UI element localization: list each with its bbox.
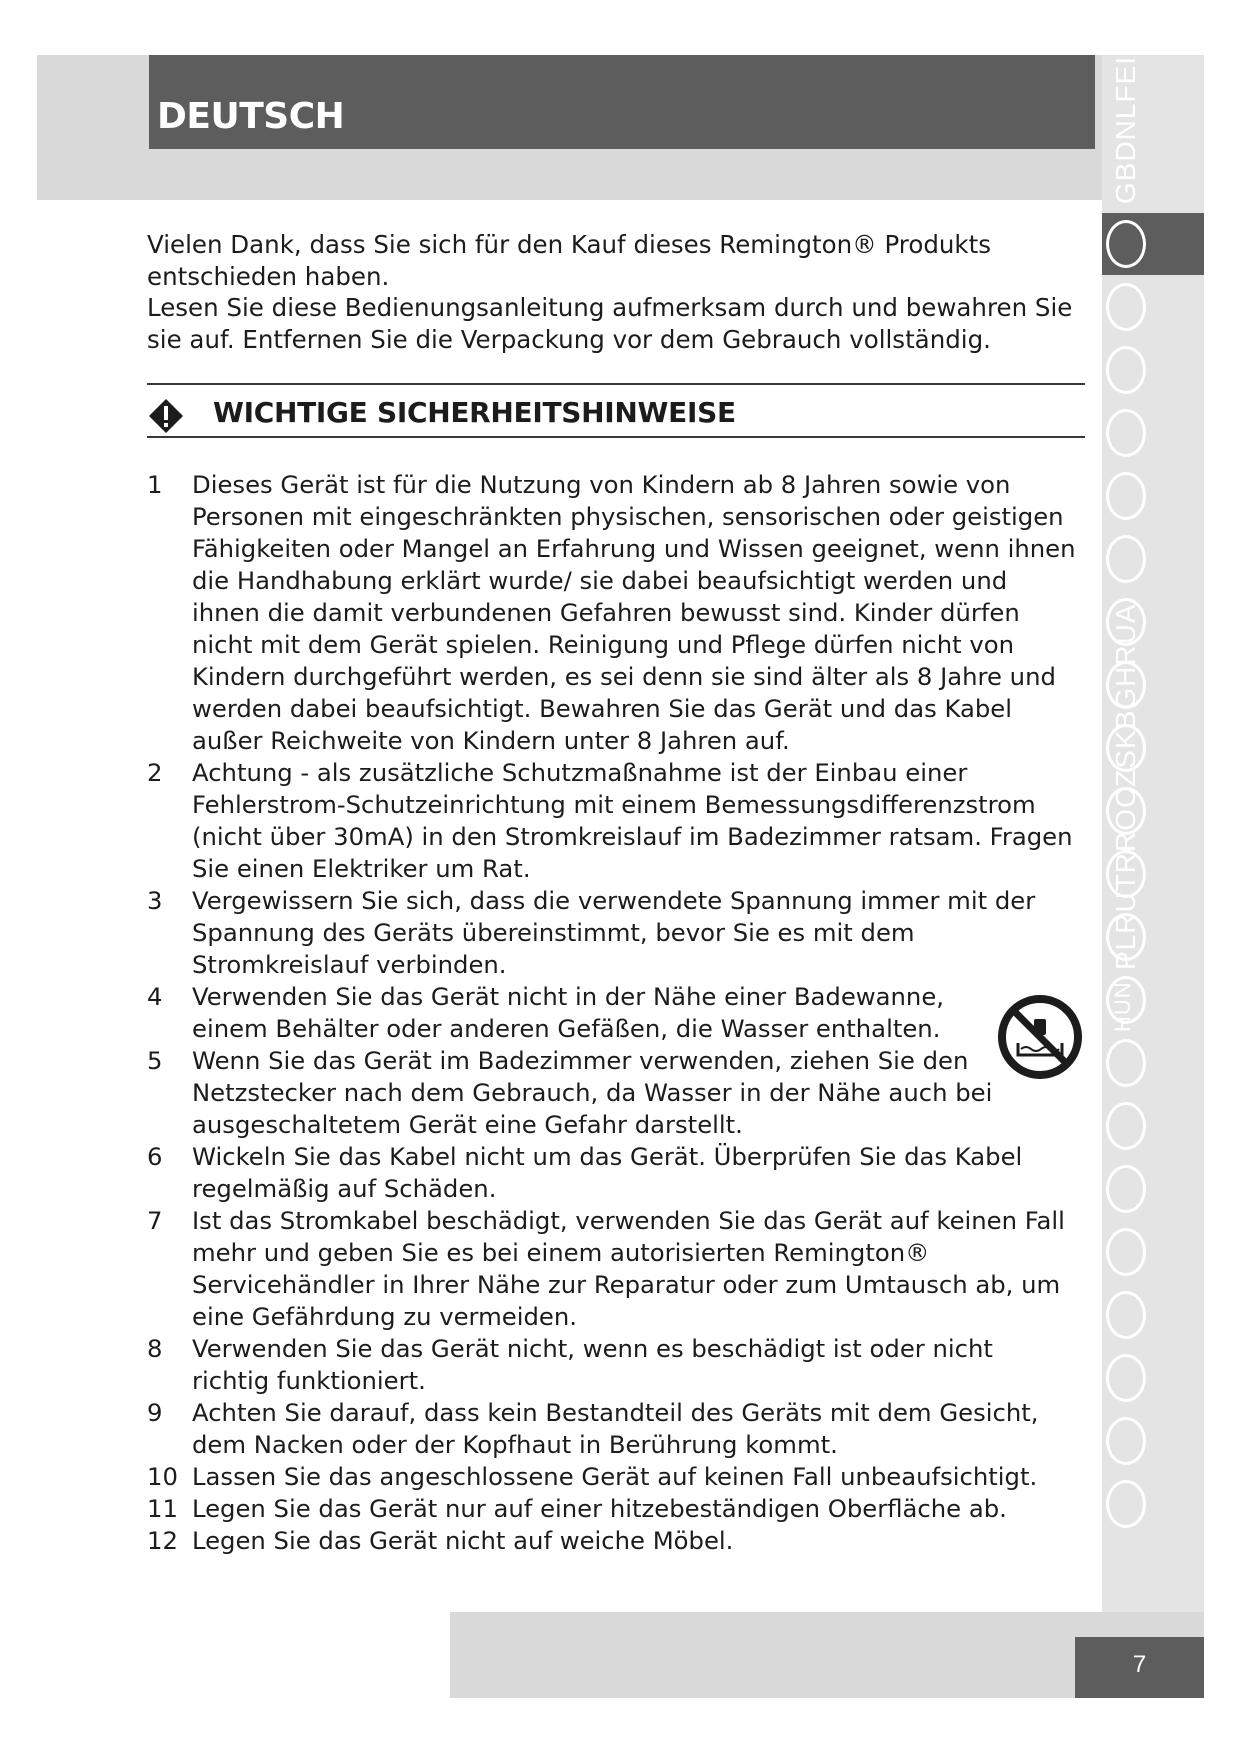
language-tab-circle — [1106, 1417, 1146, 1465]
language-label-middle: PLRUTRROCZSKBGHRUA — [1110, 603, 1141, 970]
item-number: 5 — [147, 1046, 163, 1075]
language-tab-circle — [1106, 1102, 1146, 1150]
section-rule-bottom — [147, 436, 1085, 438]
list-item — [147, 1333, 1077, 1397]
intro-paragraph-1: Vielen Dank, dass Sie sich für den Kauf dieses Remington® Produkts entschieden haben. — [147, 230, 991, 291]
warning-diamond-icon — [148, 398, 184, 434]
language-tab-circle — [1106, 535, 1146, 583]
language-label-bottom: HUN — [1110, 981, 1135, 1032]
item-number: 1 — [147, 470, 163, 499]
item-text: Wenn Sie das Gerät im Badezimmer verwenden, ziehen Sie den Netzstecker nach dem Gebrauch, da Wasser in der Nähe auch bei ausgeschaltetem Gerät eine Gefahr darstellt. — [192, 1046, 993, 1139]
item-text: Lassen Sie das angeschlossene Gerät auf keinen Fall unbeaufsichtigt. — [192, 1462, 1038, 1491]
item-number: 6 — [147, 1142, 163, 1171]
item-text: Verwenden Sie das Gerät nicht, wenn es beschädigt ist oder nicht richtig funktioniert. — [192, 1334, 993, 1395]
item-text: Verwenden Sie das Gerät nicht in der Nähe einer Badewanne, einem Behälter oder anderen Gefäßen, die Wasser enthalten. — [192, 982, 944, 1043]
safety-list — [147, 469, 1077, 1557]
page-number-box — [1075, 1637, 1204, 1698]
item-text: Dieses Gerät ist für die Nutzung von Kindern ab 8 Jahren sowie von Personen mit eingeschränkten physischen, sensorischen oder geistigen Fähigkeiten oder Mangel an Erfahrung und Wissen geeignet, wenn ihnen die Handhabung erklärt wurde/ sie dabei beaufsichtigt werden und ihnen die damit verbundenen Gefahren bewusst sind. Kinder dürfen nicht mit dem Gerät spielen. Reinigung und Pflege dürfen nicht von Kindern durchgeführt werden, es sei denn sie sind älter als 8 Jahre und werden dabei beaufsichtigt. Bewahren Sie das Gerät und das Kabel außer Reichweite von Kindern unter 8 Jahren auf. — [192, 470, 1076, 755]
list-item — [147, 1141, 1077, 1205]
item-text: Ist das Stromkabel beschädigt, verwenden Sie das Gerät auf keinen Fall mehr und geben Sie es bei einem autorisierten Remington® Servicehändler in Ihrer Nähe zur Reparatur oder zum Umtausch ab, um eine Gefährdung zu vermeiden. — [192, 1206, 1065, 1331]
item-text: Wickeln Sie das Kabel nicht um das Gerät. Überprüfen Sie das Kabel regelmäßig auf Schäden. — [192, 1142, 1023, 1203]
list-item — [147, 1525, 1077, 1557]
list-item — [147, 1045, 1077, 1141]
language-tab-circle — [1106, 346, 1146, 394]
list-item — [147, 1461, 1077, 1493]
no-water-bathtub-icon — [996, 993, 1084, 1081]
item-text: Legen Sie das Gerät nicht auf weiche Möbel. — [192, 1526, 734, 1555]
section-rule-top — [147, 383, 1085, 385]
list-item — [147, 1205, 1077, 1333]
item-number: 7 — [147, 1206, 163, 1235]
intro-paragraph-2: Lesen Sie diese Bedienungsanleitung aufmerksam durch und bewahren Sie sie auf. Entfernen Sie die Verpackung vor dem Gebrauch vollständig. — [147, 293, 1073, 354]
language-tab-circle — [1106, 283, 1146, 331]
item-number: 9 — [147, 1398, 163, 1427]
page-title: DEUTSCH — [157, 96, 345, 137]
list-item — [147, 1397, 1077, 1461]
item-text: Vergewissern Sie sich, dass die verwendete Spannung immer mit der Spannung des Geräts übereinstimmt, bevor Sie es mit dem Stromkreislauf verbinden. — [192, 886, 1036, 979]
language-tab-circle — [1106, 409, 1146, 457]
item-number: 2 — [147, 758, 163, 787]
intro-text — [147, 229, 1077, 355]
list-item — [147, 757, 1077, 885]
item-number: 8 — [147, 1334, 163, 1363]
item-number: 4 — [147, 982, 163, 1011]
section-title: WICHTIGE SICHERHEITSHINWEISE — [213, 396, 736, 429]
item-text: Achten Sie darauf, dass kein Bestandteil des Geräts mit dem Gesicht, dem Nacken oder der Kopfhaut in Berührung kommt. — [192, 1398, 1039, 1459]
list-item — [147, 469, 1077, 757]
list-item — [147, 885, 1077, 981]
item-number: 12 — [147, 1526, 178, 1555]
language-tab-circle — [1106, 1354, 1146, 1402]
language-label-top: GBDNLFEID — [1110, 34, 1141, 204]
list-item — [147, 981, 1077, 1045]
item-text: Legen Sie das Gerät nur auf einer hitzebeständigen Oberfläche ab. — [192, 1494, 1007, 1523]
item-text: Achtung - als zusätzliche Schutzmaßnahme ist der Einbau einer Fehlerstrom-Schutzeinrichtung mit einem Bemessungsdifferenzstrom (nicht über 30mA) in den Stromkreislauf im Badezimmer ratsam. Fragen Sie einen Elektriker um Rat. — [192, 758, 1073, 883]
page-number: 7 — [1132, 1651, 1147, 1678]
item-number: 11 — [147, 1494, 178, 1523]
language-tab-circle — [1106, 1480, 1146, 1528]
language-tab-circle — [1106, 472, 1146, 520]
language-tab-circle — [1106, 1291, 1146, 1339]
language-tab-circle — [1106, 1165, 1146, 1213]
language-tab-circle — [1106, 1039, 1146, 1087]
language-tab-circle — [1106, 220, 1146, 268]
language-tab-circle — [1106, 1228, 1146, 1276]
item-number: 10 — [147, 1462, 178, 1491]
item-number: 3 — [147, 886, 163, 915]
list-item — [147, 1493, 1077, 1525]
